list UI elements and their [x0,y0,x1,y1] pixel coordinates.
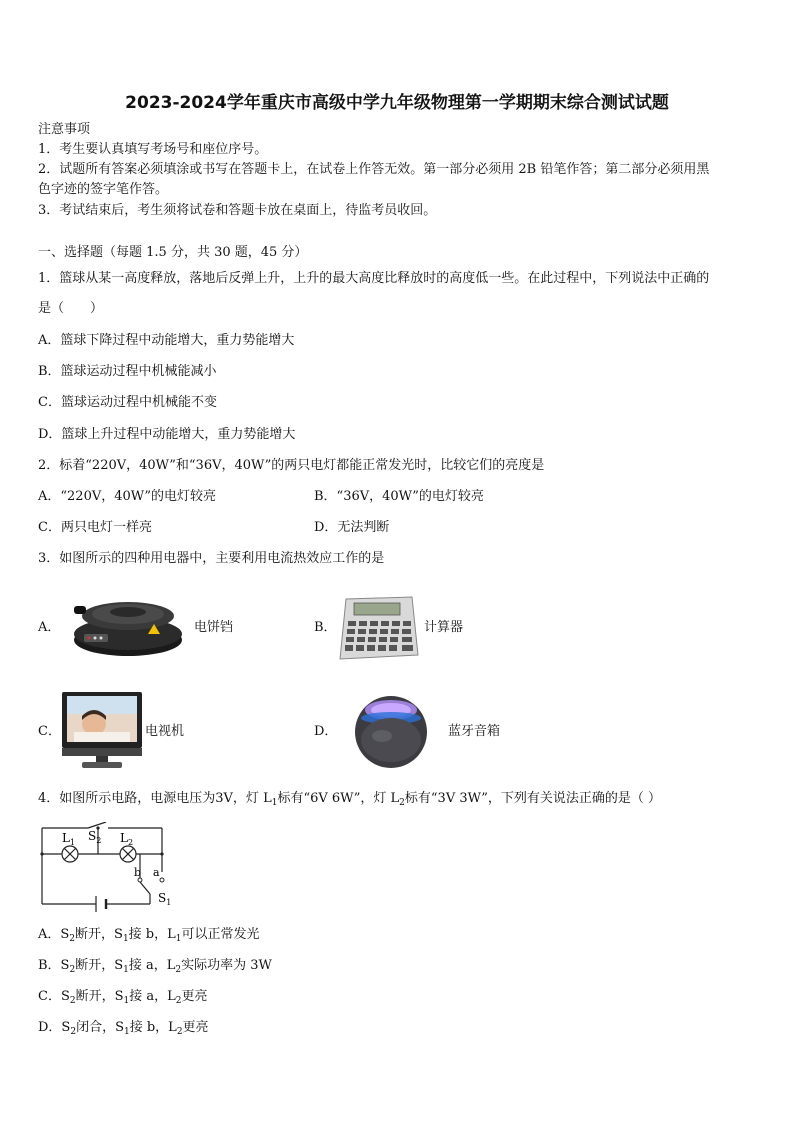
question-3-option-d-label: 蓝牙音箱 [448,724,501,739]
question-2-option-c: C．两只电灯一样亮 [38,520,152,535]
question-4-option-d: D．$S_2$闭合，$S_1$接 b，$L_2$更亮 [38,1020,209,1037]
question-4-stem: 4．如图所示电路，电源电压为3V，灯 $L_1$标有“6V 6W”，灯 $L_2$标有“3V 3W”，下列有关说法正确的是（ ） [38,791,661,808]
circuit-label-l1: $L_1$ [62,831,76,847]
question-3-option-a-label: 电饼铛 [194,620,234,635]
page-title: 2023-2024学年重庆市高级中学九年级物理第一学期期末综合测试试题 [125,93,669,113]
notice-item: 色字迹的签字笔作答。 [38,182,169,197]
circuit-label-b: b [134,866,142,879]
circuit-label-a: a [153,866,160,879]
question-4-option-a: A．$S_2$断开，$S_1$接 b，$L_1$可以正常发光 [38,927,260,944]
notice-item: 2．试题所有答案必须填涂或书写在答题卡上，在试卷上作答无效。第一部分必须用 2B 铅笔作答；第二部分必须用黑 [38,162,710,177]
question-2-option-b: B．“36V，40W”的电灯较亮 [314,489,484,504]
question-3-stem: 3．如图所示的四种用电器中，主要利用电流热效应工作的是 [38,551,385,566]
question-1-option-c: C．篮球运动过程中机械能不变 [38,395,217,410]
question-1-option-a: A．篮球下降过程中动能增大，重力势能增大 [38,333,295,348]
circuit-label-s2: $S_2$ [88,829,102,845]
question-1-stem: 1．篮球从某一高度释放，落地后反弹上升，上升的最大高度比释放时的高度低一些。在此过程中，下列说法中正确的 [38,271,710,286]
speaker-icon [352,690,430,770]
notice-heading: 注意事项 [38,122,91,137]
question-1-stem-cont: 是（ ） [38,301,104,316]
question-3-option-a-letter: A． [38,620,61,635]
question-4-option-b: B．$S_2$断开，$S_1$接 a，$L_2$实际功率为 3W [38,958,272,975]
question-4-option-c: C．$S_2$断开，$S_1$接 a，$L_2$更亮 [38,989,208,1006]
question-3-option-c-letter: C． [38,724,61,739]
notice-item: 1．考生要认真填写考场号和座位序号。 [38,142,268,157]
griddle-icon [70,594,186,660]
question-1-option-d: D．篮球上升过程中动能增大，重力势能增大 [38,427,296,442]
question-3-option-b-label: 计算器 [424,620,464,635]
question-2-option-a: A．“220V，40W”的电灯较亮 [38,489,217,504]
circuit-diagram [36,822,186,918]
question-1-option-b: B．篮球运动过程中机械能减小 [38,364,217,379]
circuit-label-l2: $L_2$ [120,831,134,847]
question-3-option-c-label: 电视机 [145,724,185,739]
question-3-option-d-letter: D． [314,724,338,739]
question-2-option-d: D．无法判断 [314,520,390,535]
notice-item: 3．考试结束后，考生须将试卷和答题卡放在桌面上，待监考员收回。 [38,203,437,218]
question-2-stem: 2．标着“220V，40W”和“36V，40W”的两只电灯都能正常发光时，比较它们的亮度是 [38,458,545,473]
section-heading: 一、选择题（每题 1.5 分，共 30 题，45 分） [38,245,308,260]
television-icon [60,690,144,772]
calculator-icon [336,595,420,661]
circuit-label-s1: $S_1$ [158,891,172,907]
question-3-option-b-letter: B． [314,620,337,635]
